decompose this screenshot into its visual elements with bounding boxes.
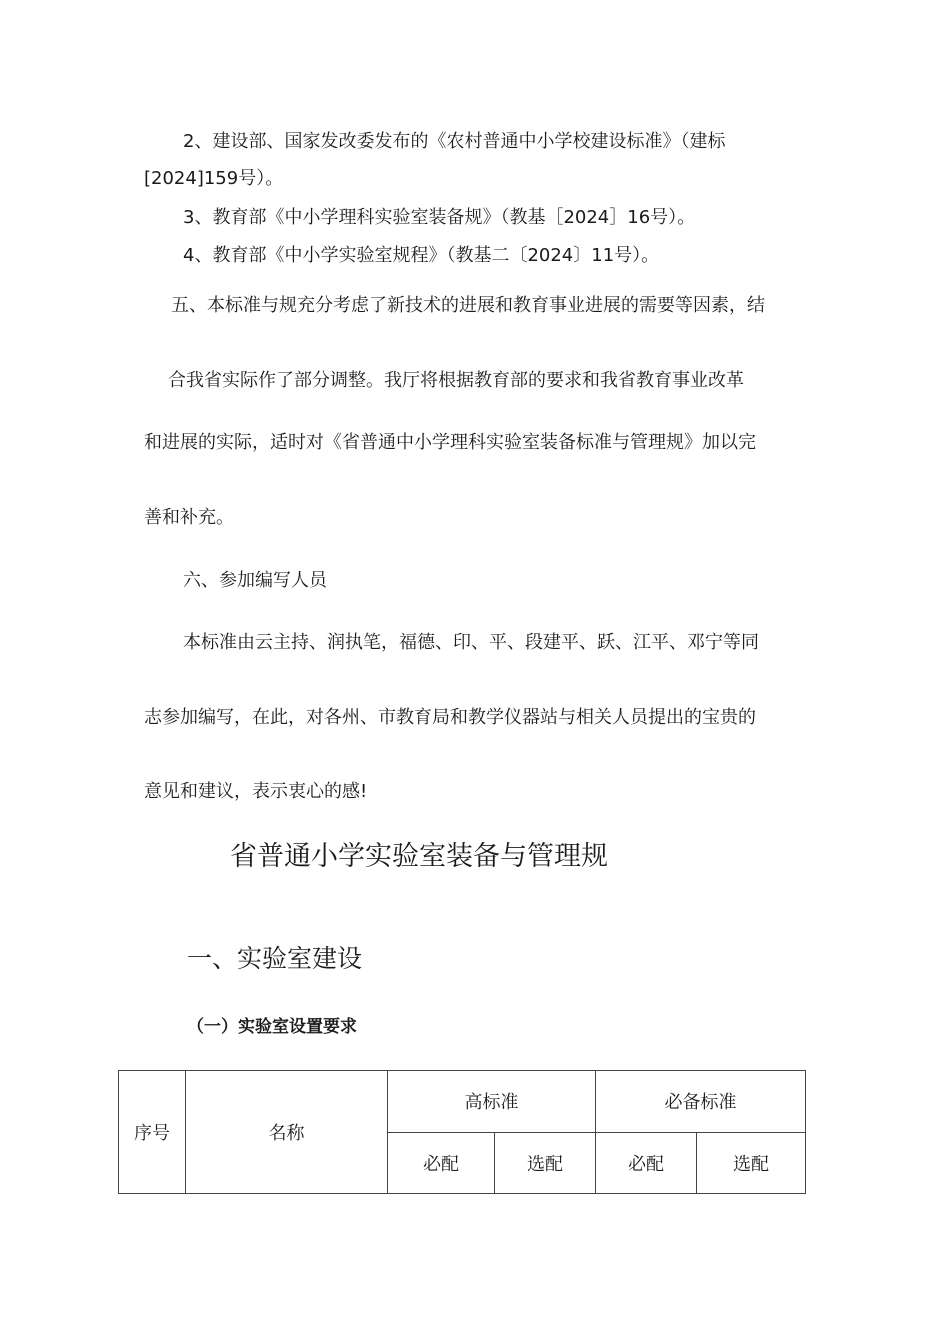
- paragraph-5-line-3: 和进展的实际，适时对《省普通中小学理科实验室装备标准与管理规》加以完: [144, 432, 756, 453]
- lab-requirements-table: [118, 1070, 806, 1194]
- header-high-mandatory: 必配: [388, 1132, 495, 1194]
- paragraph-7-line-2: 志参加编写，在此，对各州、市教育局和教学仪器站与相关人员提出的宝贵的: [144, 707, 756, 728]
- paragraph-5-line-1: 五、本标准与规充分考虑了新技术的进展和教育事业进展的需要等因素，结: [171, 295, 765, 316]
- header-required-optional: 选配: [697, 1132, 806, 1194]
- header-required-standard: 必备标准: [596, 1071, 806, 1133]
- header-high-optional: 选配: [495, 1132, 596, 1194]
- table-header-row: [119, 1071, 806, 1133]
- header-index: 序号: [119, 1071, 186, 1194]
- paragraph-5-line-4: 善和补充。: [144, 507, 234, 528]
- paragraph-6: 六、参加编写人员: [183, 570, 327, 591]
- paragraph-3: 3、教育部《中小学理科实验室装备规》（教基［2024］16号）。: [183, 207, 696, 228]
- section-heading: 一、实验室建设: [187, 944, 363, 973]
- header-name: 名称: [186, 1071, 388, 1194]
- paragraph-7-line-1: 本标准由云主持、润执笔，福德、印、平、段建平、跃、江平、邓宁等同: [183, 632, 759, 653]
- subsection-heading: （一）实验室设置要求: [187, 1017, 357, 1037]
- paragraph-7-line-3: 意见和建议，表示衷心的感!: [144, 781, 368, 802]
- paragraph-2-line-1: 2、建设部、国家发改委发布的《农村普通中小学校建设标准》（建标: [183, 131, 726, 152]
- paragraph-2-line-2: [2024]159号）。: [144, 168, 284, 189]
- header-high-standard: 高标准: [388, 1071, 596, 1133]
- paragraph-4: 4、教育部《中小学实验室规程》（教基二〔2024〕11号）。: [183, 245, 660, 266]
- document-title: 省普通小学实验室装备与管理规: [230, 841, 608, 872]
- paragraph-5-line-2: 合我省实际作了部分调整。我厅将根据教育部的要求和我省教育事业改革: [168, 370, 744, 391]
- header-required-mandatory: 必配: [596, 1132, 697, 1194]
